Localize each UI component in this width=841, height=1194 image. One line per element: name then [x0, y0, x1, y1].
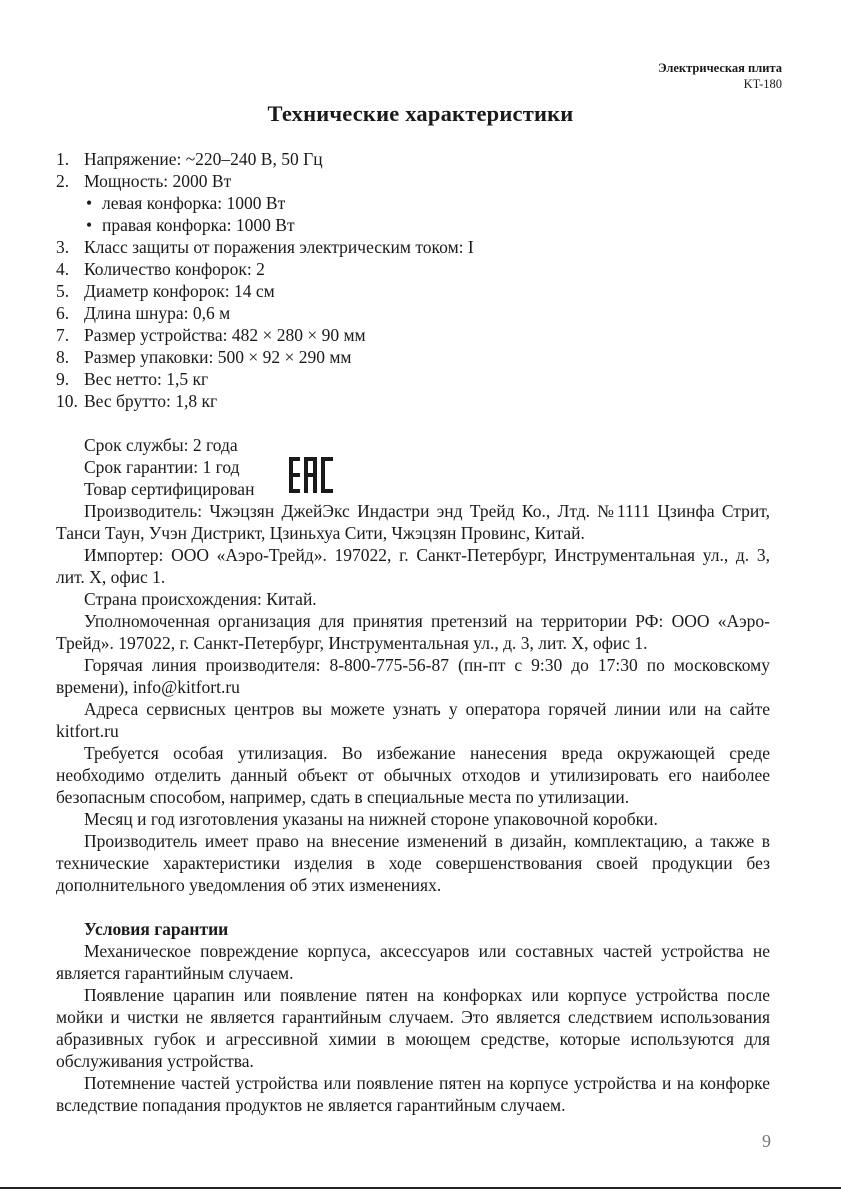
- warranty-paragraph: Механическое повреждение корпуса, аксессуаров или составных частей устройства не является гарантийным случаем.: [56, 941, 770, 983]
- header-model: KT-180: [743, 77, 782, 91]
- spec-number: 10.: [56, 391, 78, 411]
- spec-item: [56, 148, 776, 170]
- spec-subitem: [56, 192, 776, 214]
- eac-c-bottom: [321, 489, 333, 493]
- spec-text: Класс защиты от поражения электрическим током: I: [84, 237, 474, 257]
- eac-e-middle: [289, 473, 300, 477]
- certification-note: Товар сертифицирован: [84, 479, 255, 499]
- spec-number: 9.: [56, 369, 70, 389]
- page-header: [658, 60, 782, 92]
- spec-item: [56, 324, 776, 346]
- spec-number: 7.: [56, 325, 70, 345]
- spec-text: Количество конфорок: 2: [84, 259, 265, 279]
- spec-text: Длина шнура: 0,6 м: [84, 303, 231, 323]
- spec-item: [56, 280, 776, 302]
- spec-number: 2.: [56, 171, 70, 191]
- warranty-paragraph: Появление царапин или появление пятен на конфорках или корпусе устройства после мойки и чистки не является гарантийным случаем. Это является следствием использования абразивных губок и агрессивной химии в моющем средстве, которые используются для обслуживания устройства.: [56, 985, 770, 1071]
- spec-text: Размер устройства: 482 × 280 × 90 мм: [84, 325, 366, 345]
- spec-list: [56, 148, 776, 412]
- spec-subitem: [56, 214, 776, 236]
- service-life: Срок службы: 2 года: [84, 435, 238, 455]
- spec-number: 3.: [56, 237, 70, 257]
- changes-right-paragraph: Производитель имеет право на внесение изменений в дизайн, комплектацию, а также в технические характеристики изделия в ходе совершенствования своей продукции без дополнительного уведомления об этих изменениях.: [56, 831, 770, 895]
- eac-mark-icon: [288, 456, 334, 494]
- eac-e-bottom: [289, 489, 300, 493]
- warranty-paragraph: Потемнение частей устройства или появление пятен на корпусе устройства и на конфорке вследствие попадания продуктов не является гарантийным случаем.: [56, 1073, 770, 1115]
- eac-a-top: [304, 457, 317, 461]
- warranty-section: [56, 918, 770, 1116]
- warranty-period: Срок гарантии: 1 год: [84, 457, 240, 477]
- manufacturer-paragraph: Производитель: Чжэцзян ДжейЭкс Индастри энд Трейд Ко., Лтд. №1111 Цзинфа Стрит, Танси Таун, Учэн Дистрикт, Цзиньхуа Сити, Чжэцзян Провинс, Китай.: [56, 501, 770, 543]
- page-number: 9: [762, 1131, 771, 1151]
- bullet-icon: •: [86, 215, 93, 235]
- header-product-name: Электрическая плита: [658, 61, 782, 75]
- eac-c-stem: [321, 457, 325, 493]
- spec-item: [56, 390, 776, 412]
- spec-text: Мощность: 2000 Вт: [84, 171, 232, 191]
- spec-number: 5.: [56, 281, 70, 301]
- service-centers-paragraph: Адреса сервисных центров вы можете узнать у оператора горячей линии или на сайте kitfort.ru: [56, 699, 770, 741]
- spec-text: Диаметр конфорок: 14 см: [84, 281, 275, 301]
- bottom-rule: [0, 1187, 841, 1189]
- spec-number: 1.: [56, 149, 70, 169]
- manufacture-date-paragraph: Месяц и год изготовления указаны на нижней стороне упаковочной коробки.: [84, 809, 658, 829]
- spec-item: [56, 346, 776, 368]
- product-facts: [84, 434, 254, 500]
- page-title: Технические характеристики: [267, 101, 574, 126]
- spec-item: [56, 368, 776, 390]
- spec-subitem-text: правая конфорка: 1000 Вт: [102, 215, 295, 235]
- eac-e-top: [289, 457, 300, 461]
- eac-a-middle: [304, 473, 317, 477]
- bullet-icon: •: [86, 193, 93, 213]
- spec-item: [56, 258, 776, 280]
- spec-text: Напряжение: ~220–240 В, 50 Гц: [84, 149, 323, 169]
- origin-paragraph: Страна происхождения: Китай.: [84, 589, 317, 609]
- spec-text: Вес нетто: 1,5 кг: [84, 369, 209, 389]
- eac-c-top: [321, 457, 333, 461]
- spec-item: [56, 302, 776, 324]
- spec-text: Вес брутто: 1,8 кг: [84, 391, 218, 411]
- importer-paragraph: Импортер: ООО «Аэро-Трейд». 197022, г. Санкт-Петербург, Инструментальная ул., д. 3, лит. Х, офис 1.: [56, 545, 770, 587]
- disposal-paragraph: Требуется особая утилизация. Во избежание нанесения вреда окружающей среде необходимо отделить данный объект от обычных отходов и утилизировать его наиболее безопасным способом, например, сдать в специальные места по утилизации.: [56, 743, 770, 807]
- spec-text: Размер упаковки: 500 × 92 × 290 мм: [84, 347, 352, 367]
- claims-organization-paragraph: Уполномоченная организация для принятия претензий на территории РФ: ООО «Аэро-Трейд». 197022, г. Санкт-Петербург, Инструментальная ул., д. 3, лит. Х, офис 1.: [56, 611, 770, 653]
- spec-number: 8.: [56, 347, 70, 367]
- spec-number: 4.: [56, 259, 70, 279]
- hotline-paragraph: Горячая линия производителя: 8-800-775-56-87 (пн-пт с 9:30 до 17:30 по московскому времени), info@kitfort.ru: [56, 655, 770, 697]
- spec-item: [56, 236, 776, 258]
- spec-item: [56, 170, 776, 192]
- info-paragraphs: [56, 500, 770, 896]
- warranty-heading: Условия гарантии: [84, 919, 229, 939]
- spec-number: 6.: [56, 303, 70, 323]
- spec-subitem-text: левая конфорка: 1000 Вт: [102, 193, 286, 213]
